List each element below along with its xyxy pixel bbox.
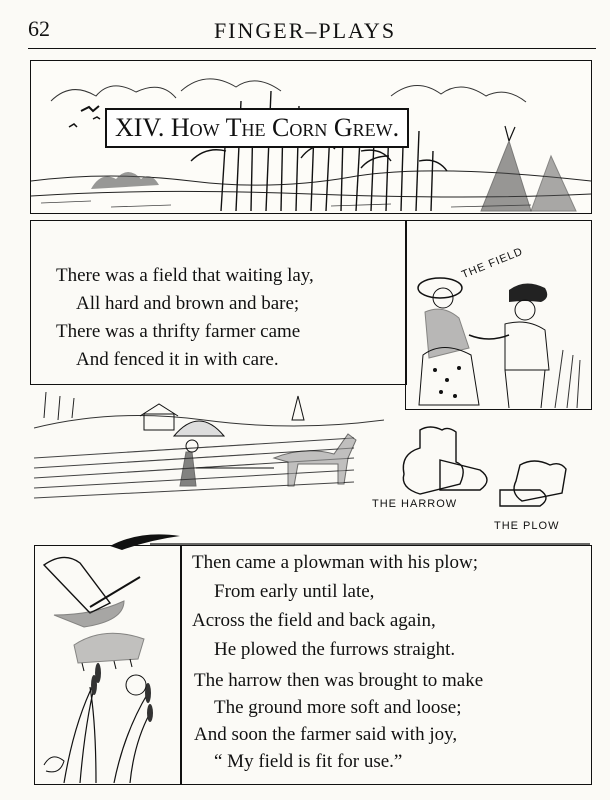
stanza-3-line-1: The harrow then was brought to make xyxy=(194,670,484,691)
stanza-1-line-1: There was a field that waiting lay, xyxy=(56,265,314,286)
stanza-3-line-3: And soon the farmer said with joy, xyxy=(194,724,458,745)
stanza-1-line-2: All hard and brown and bare; xyxy=(76,293,300,314)
farm-tools-icon xyxy=(34,545,180,783)
hand-gestures-icon xyxy=(380,420,590,530)
field-label: THE FIELD xyxy=(460,245,525,282)
stanza-1-line-4: And fenced it in with care. xyxy=(76,349,279,370)
stanza-3-line-2: The ground more soft and loose; xyxy=(214,697,462,718)
stanza-1-line-3: There was a thrifty farmer came xyxy=(56,321,301,342)
children-field-icon xyxy=(405,220,590,408)
harrow-label: THE HARROW xyxy=(372,498,458,510)
stanza-2-line-1: Then came a plowman with his plow; xyxy=(192,552,478,573)
stanza-3-line-4: “ My field is fit for use.” xyxy=(214,751,403,772)
chapter-title: XIV. How The Corn Grew. xyxy=(105,108,409,148)
stanza-1 xyxy=(56,262,314,374)
stanza-2-line-2: From early until late, xyxy=(214,581,375,602)
page-number: 62 xyxy=(28,16,50,41)
stanza-2-line-3: Across the field and back again, xyxy=(192,610,436,631)
stanza-2 xyxy=(192,548,478,664)
header-rule xyxy=(28,48,596,49)
plowing-scene-icon xyxy=(34,388,384,506)
stanza-3 xyxy=(194,667,483,775)
plow-label: THE PLOW xyxy=(494,520,560,532)
running-title: FINGER–PLAYS xyxy=(213,18,397,43)
stanza-2-line-4: He plowed the furrows straight. xyxy=(214,639,456,660)
